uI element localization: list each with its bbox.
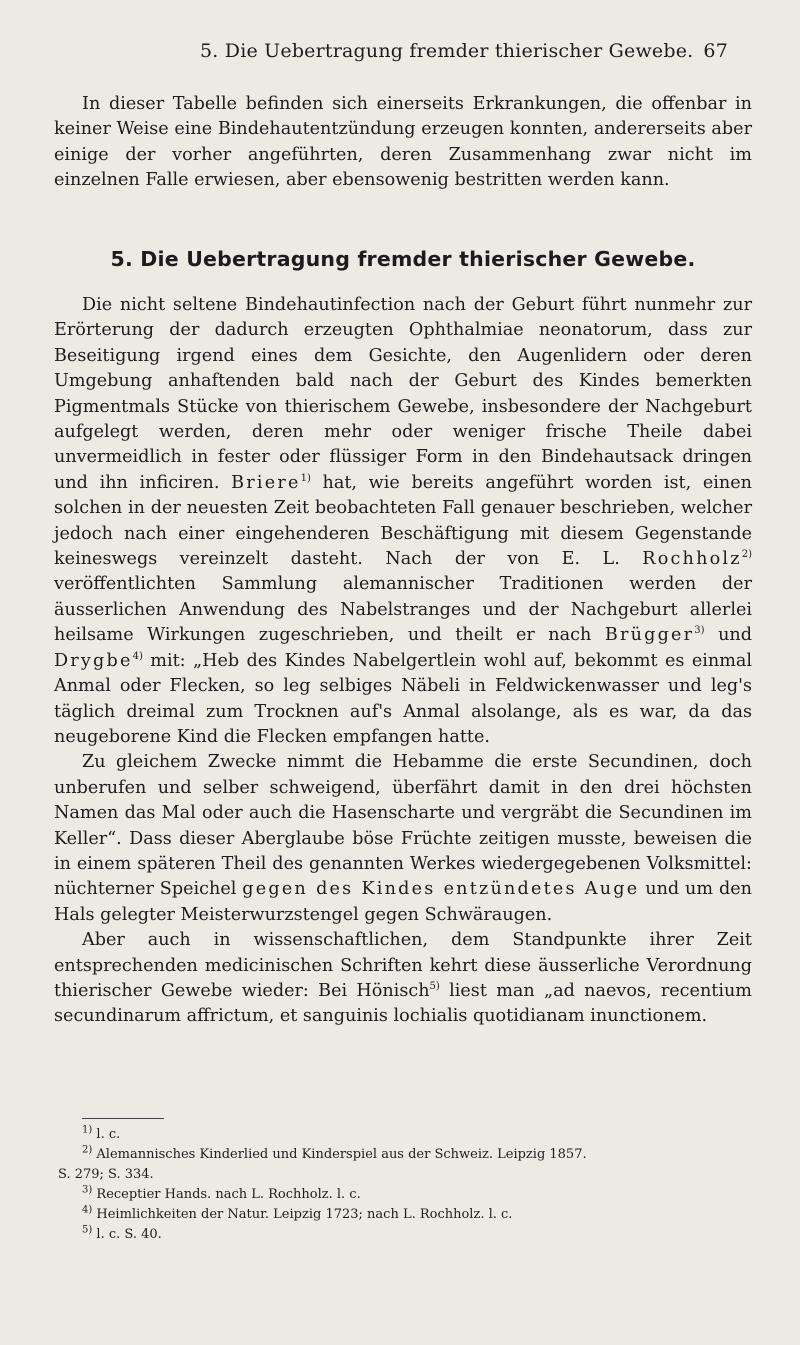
intro-paragraph [54, 92, 752, 194]
footnote-rule [82, 1118, 164, 1119]
paragraph-2-part-a: Zu gleichem Zwecke nimmt die Hebamme die erste Secundinen, doch unberufen und selber schweigend, überfährt damit in den drei höchsten Namen das Mal oder auch die Hasenscharte und vergräbt die Secundinen im Keller“. Dass dieser Aberglaube böse Früchte zeitigen musste, beweisen die in einem späteren Theil des genannten Werkes wiedergegebenen Volksmittel: nüchterner Speichel [54, 752, 752, 900]
footnote-ref-4: 4) [132, 650, 143, 662]
intro-text: In dieser Tabelle befinden sich einerseits Erkrankungen, die offenbar in keiner Weise eine Bindehautentzündung erzeugen konnten, andererseits aber einige der vorher angeführten, deren Zusammenhang zwar nicht im einzelnen Falle erwiesen, aber ebensowenig bestritten werden kann. [54, 94, 752, 191]
paragraph-1-part-b: hat, wie bereits angeführt worden ist, einen solchen in der neuesten Zeit beobachteten Fall genauer beschrieben, welcher jedoch nach einer eingehenderen Beschäftigung mit diesem Gegenstande keineswegs vereinzelt dasteht. Nach der von E. L. [54, 472, 752, 570]
spaced-phrase: gegen des Kindes entzündetes Auge [242, 879, 640, 900]
paragraph-1 [54, 293, 752, 750]
paragraph-3 [54, 928, 752, 1030]
author-drygbe: Drygbe [54, 650, 133, 671]
paragraph-2 [54, 750, 752, 928]
paragraph-3-part-a: Aber auch in wissenschaftlichen, dem Standpunkte ihrer Zeit entsprechenden medicinischen Schriften kehrt diese äusserliche Verordnung thierischer Gewebe wieder: Bei Hönisch [54, 930, 752, 1001]
footnotes [58, 1125, 748, 1245]
footnote-1: $^{1)}$ l. c. [82, 1124, 121, 1142]
section-body [54, 293, 752, 1030]
running-head-title: 5. Die Uebertragung fremder thierischer Gewebe. [200, 40, 694, 62]
page-number: 67 [703, 40, 728, 62]
author-rochholz: Rochholz [642, 549, 742, 570]
paragraph-1-part-e: mit: „Heb des Kindes Nabelgertlein wohl auf, bekommt es einmal Anmal oder Flecken, so leg selbiges Näbeli in Feldwickenwasser und leg's täglich dreimal zum Trocknen auf's Anmal alsolange, als es war, da das neugeborene Kind die Flecken empfangen hatte. [54, 650, 753, 747]
section-heading: 5. Die Uebertragung fremder thierischer Gewebe. [110, 247, 696, 271]
footnote-ref-2: 2) [741, 549, 752, 561]
paragraph-2-part-b: und um den Hals gelegter Meisterwurzstengel gegen Schwäraugen. [54, 879, 752, 925]
paragraph-1-part-c: veröffentlichten Sammlung alemannischer Traditionen werden der äusserlichen Anwendung des Nabelstranges und der Nachgeburt allerlei heilsame Wirkungen zugeschrieben, und theilt er nach [54, 574, 752, 646]
footnote-ref-5: 5) [429, 981, 440, 993]
footnote-5: $^{5)}$ l. c. S. 40. [82, 1224, 162, 1242]
author-briere: Briere [231, 472, 301, 493]
footnote-2: $^{2)}$ Alemannisches Kinderlied und Kinderspiel aus der Schweiz. Leipzig 1857. [82, 1144, 587, 1162]
footnote-2-continuation: S. 279; S. 334. [58, 1167, 154, 1182]
footnote-3: $^{3)}$ Receptier Hands. nach L. Rochholz. l. c. [82, 1184, 361, 1202]
paragraph-1-part-a: Die nicht seltene Bindehautinfection nach der Geburt führt nunmehr zur Erörterung der dadurch erzeugten Ophthalmiae neonatorum, dass zur Beseitigung irgend eines dem Gesichte, den Augenlidern oder deren Umgebung anhaftenden bald nach der Geburt des Kindes bemerkten Pigmentmals Stücke von thierischem Gewebe, insbesondere der Nachgeburt aufgelegt werden, deren mehr oder weniger frische Theile dabei unvermeidlich in fester oder flüssiger Form in den Bindehautsack dringen und ihn inficiren. [54, 295, 752, 493]
footnote-4: $^{4)}$ Heimlichkeiten der Natur. Leipzig 1723; nach L. Rochholz. l. c. [82, 1204, 513, 1222]
paragraph-1-part-d: und [718, 625, 753, 646]
footnote-ref-1: 1) [300, 472, 311, 484]
footnote-ref-3: 3) [694, 625, 705, 637]
paragraph-3-part-b: liest man „ad naevos, recentium secundinarum affrictum, et sanguinis lochialis quotidianam inunctionem. [54, 980, 752, 1027]
author-brugger: Brügger [604, 625, 695, 646]
